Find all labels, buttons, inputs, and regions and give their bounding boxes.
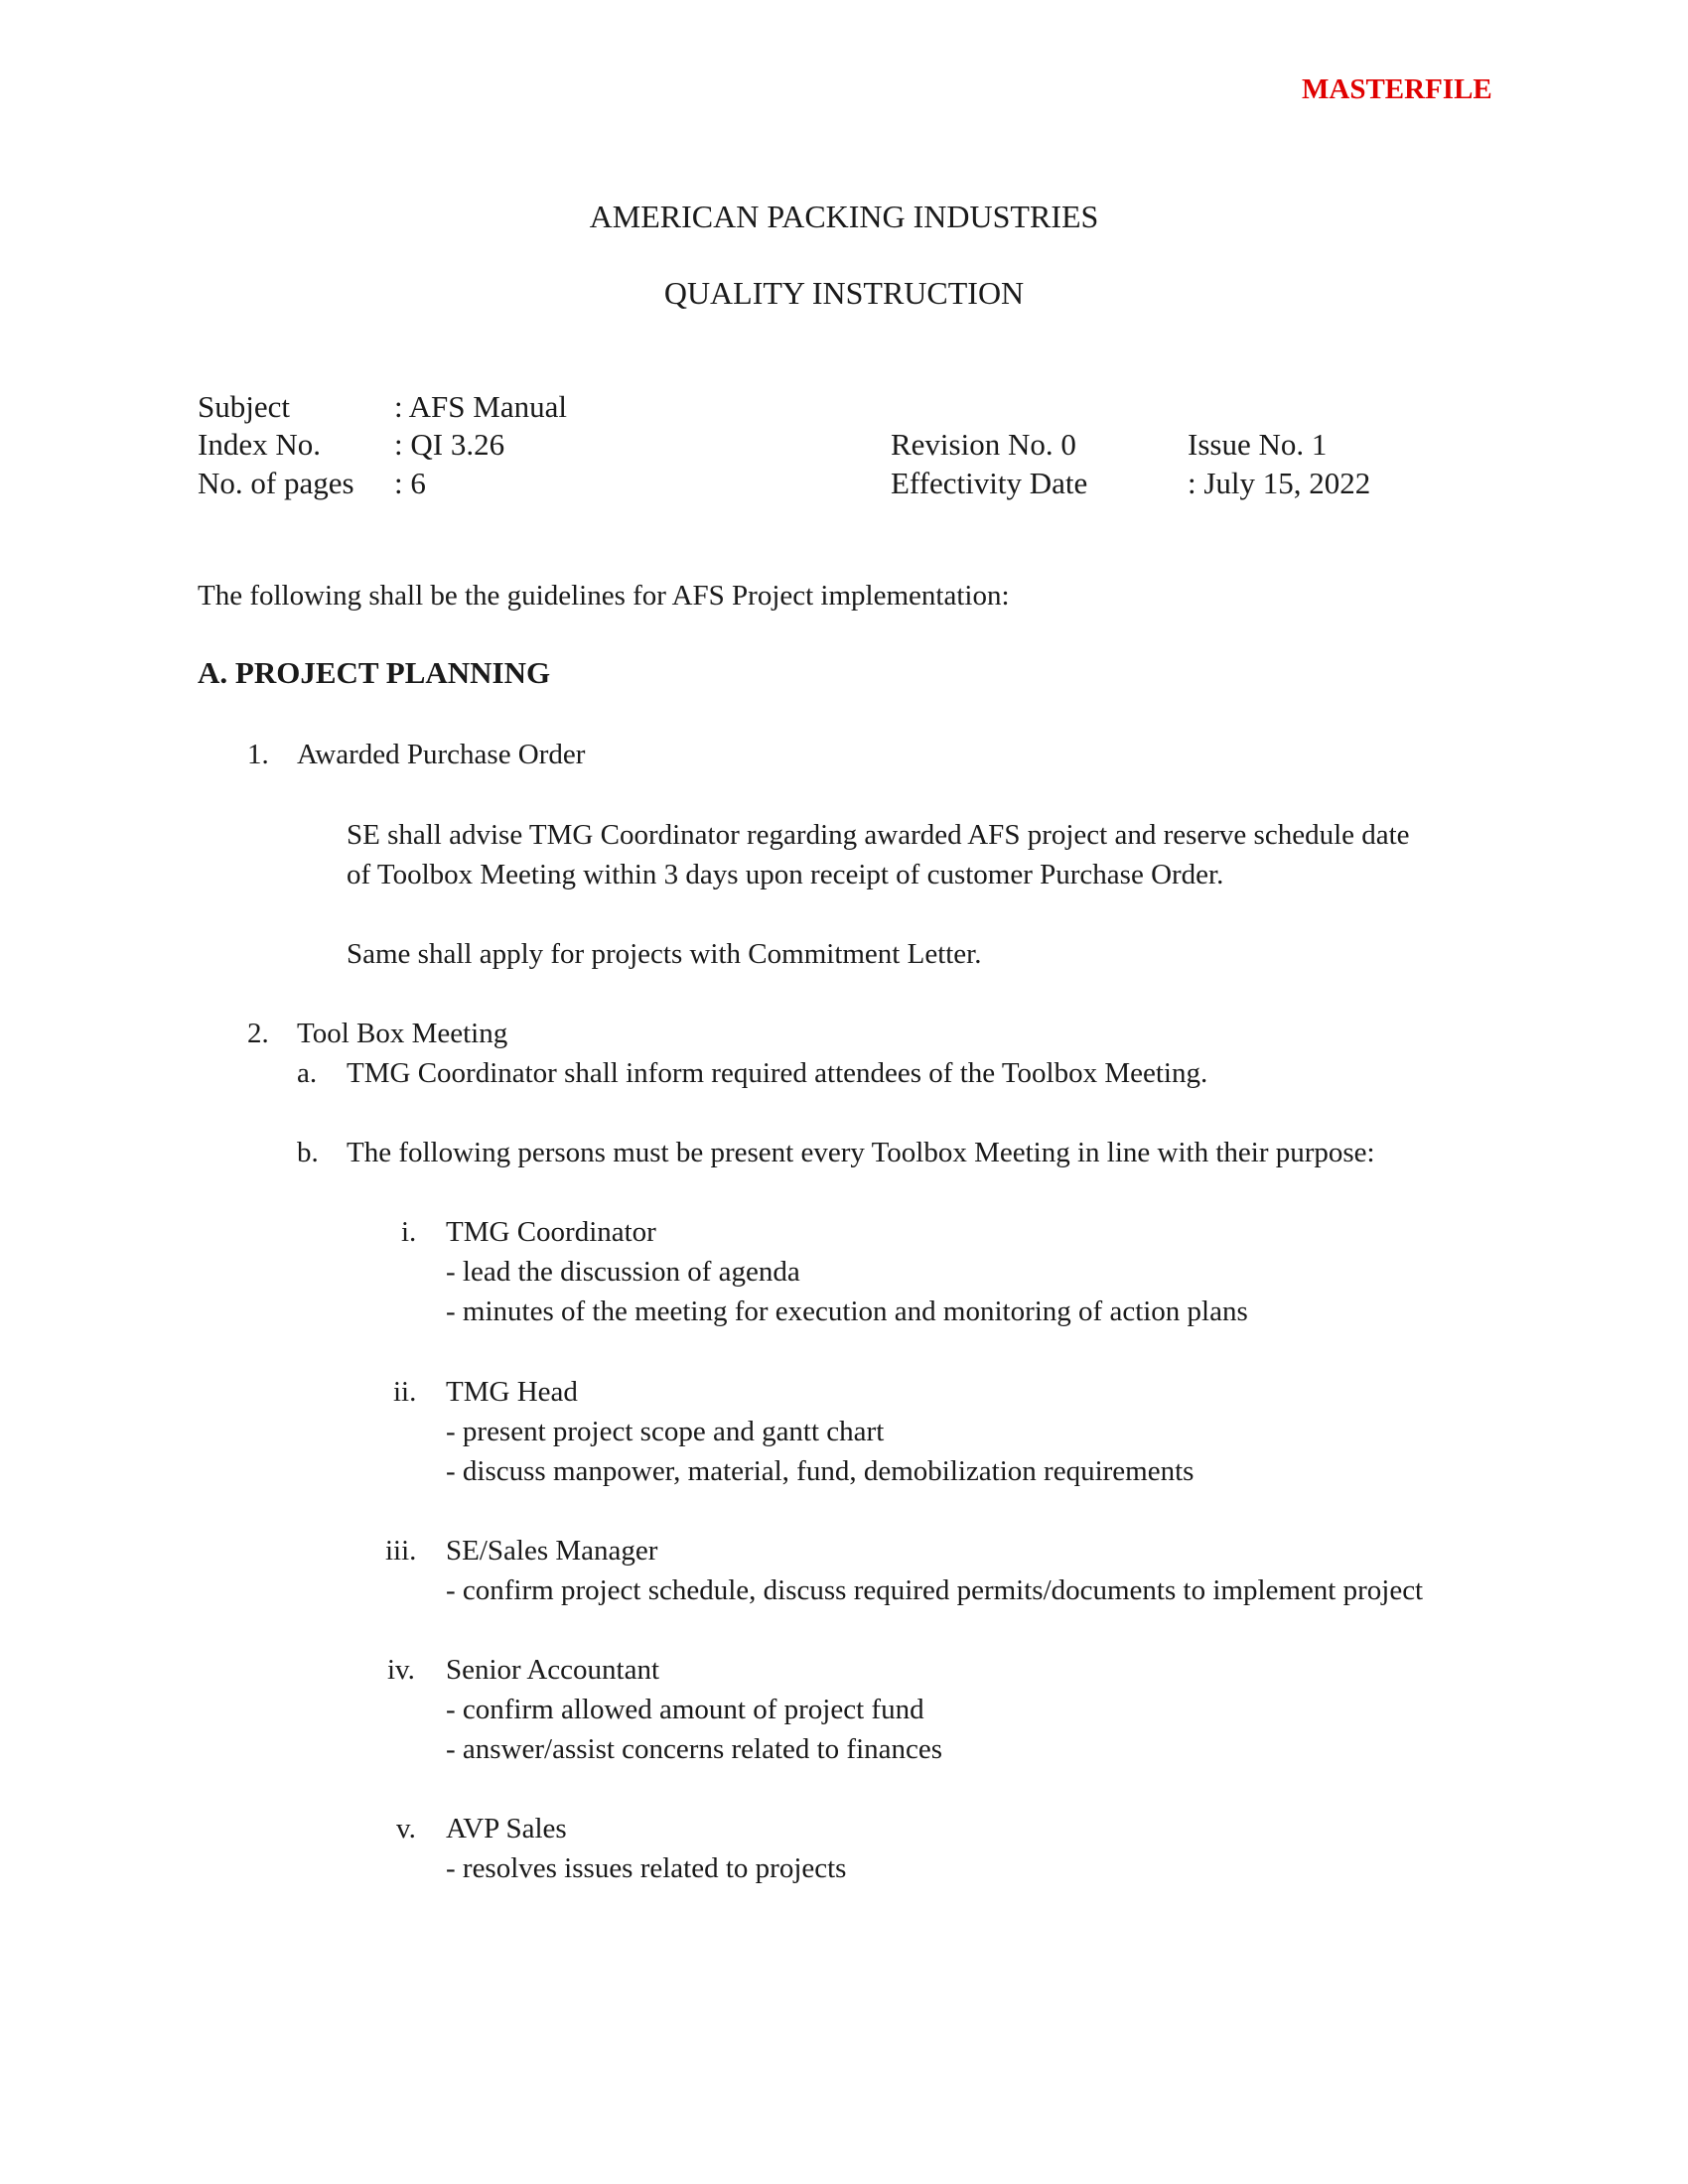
paragraph-line: of Toolbox Meeting within 3 days upon receipt of customer Purchase Order. <box>347 859 1224 890</box>
item-title: Tool Box Meeting <box>297 1018 508 1049</box>
role-title: AVP Sales <box>446 1813 567 1844</box>
company-title: AMERICAN PACKING INDUSTRIES <box>589 199 1099 234</box>
role-duty: - present project scope and gantt chart <box>446 1416 885 1447</box>
role-numeral: iii. <box>385 1535 417 1567</box>
role-title: TMG Coordinator <box>446 1216 656 1248</box>
subject-value: : AFS Manual <box>394 389 567 424</box>
role-duty: - confirm project schedule, discuss required permits/documents to implement project <box>446 1574 1424 1606</box>
pages-value: : 6 <box>394 466 426 500</box>
role-numeral: i. <box>401 1216 417 1248</box>
role-duty: - resolves issues related to projects <box>446 1852 847 1884</box>
pages-label: No. of pages <box>198 466 354 500</box>
role-duty: - confirm allowed amount of project fund <box>446 1694 924 1725</box>
role-duty: - minutes of the meeting for execution and monitoring of action plans <box>446 1296 1248 1327</box>
item-number: 2. <box>247 1018 269 1049</box>
role-numeral: ii. <box>393 1376 417 1408</box>
subitem-text: TMG Coordinator shall inform required attendees of the Toolbox Meeting. <box>347 1057 1208 1089</box>
paragraph-line: Same shall apply for projects with Commitment Letter. <box>347 938 982 970</box>
effectivity-label: Effectivity Date <box>891 466 1088 500</box>
item-title: Awarded Purchase Order <box>297 739 586 770</box>
paragraph-line: SE shall advise TMG Coordinator regarding awarded AFS project and reserve schedule date <box>347 819 1410 851</box>
issue-number: Issue No. 1 <box>1188 427 1328 462</box>
subitem-text: The following persons must be present every Toolbox Meeting in line with their purpose: <box>347 1137 1375 1168</box>
role-numeral: v. <box>396 1813 416 1844</box>
role-duty: - discuss manpower, material, fund, demobilization requirements <box>446 1455 1195 1487</box>
document-type-title: QUALITY INSTRUCTION <box>663 275 1025 311</box>
role-duty: - answer/assist concerns related to finances <box>446 1733 943 1765</box>
subitem-letter: b. <box>297 1137 319 1168</box>
section-heading: A. PROJECT PLANNING <box>198 655 551 690</box>
role-numeral: iv. <box>387 1654 415 1686</box>
subitem-letter: a. <box>297 1057 318 1089</box>
item-number: 1. <box>247 739 269 770</box>
role-duty: - lead the discussion of agenda <box>446 1256 800 1288</box>
subject-label: Subject <box>198 389 290 424</box>
role-title: SE/Sales Manager <box>446 1535 658 1567</box>
index-label: Index No. <box>198 427 321 462</box>
role-title: TMG Head <box>446 1376 578 1408</box>
effectivity-value: : July 15, 2022 <box>1188 466 1371 500</box>
intro-text: The following shall be the guidelines for AFS Project implementation: <box>198 580 1010 612</box>
index-value: : QI 3.26 <box>394 427 505 462</box>
revision-number: Revision No. 0 <box>891 427 1076 462</box>
masterfile-stamp: MASTERFILE <box>1302 73 1492 105</box>
role-title: Senior Accountant <box>446 1654 660 1686</box>
